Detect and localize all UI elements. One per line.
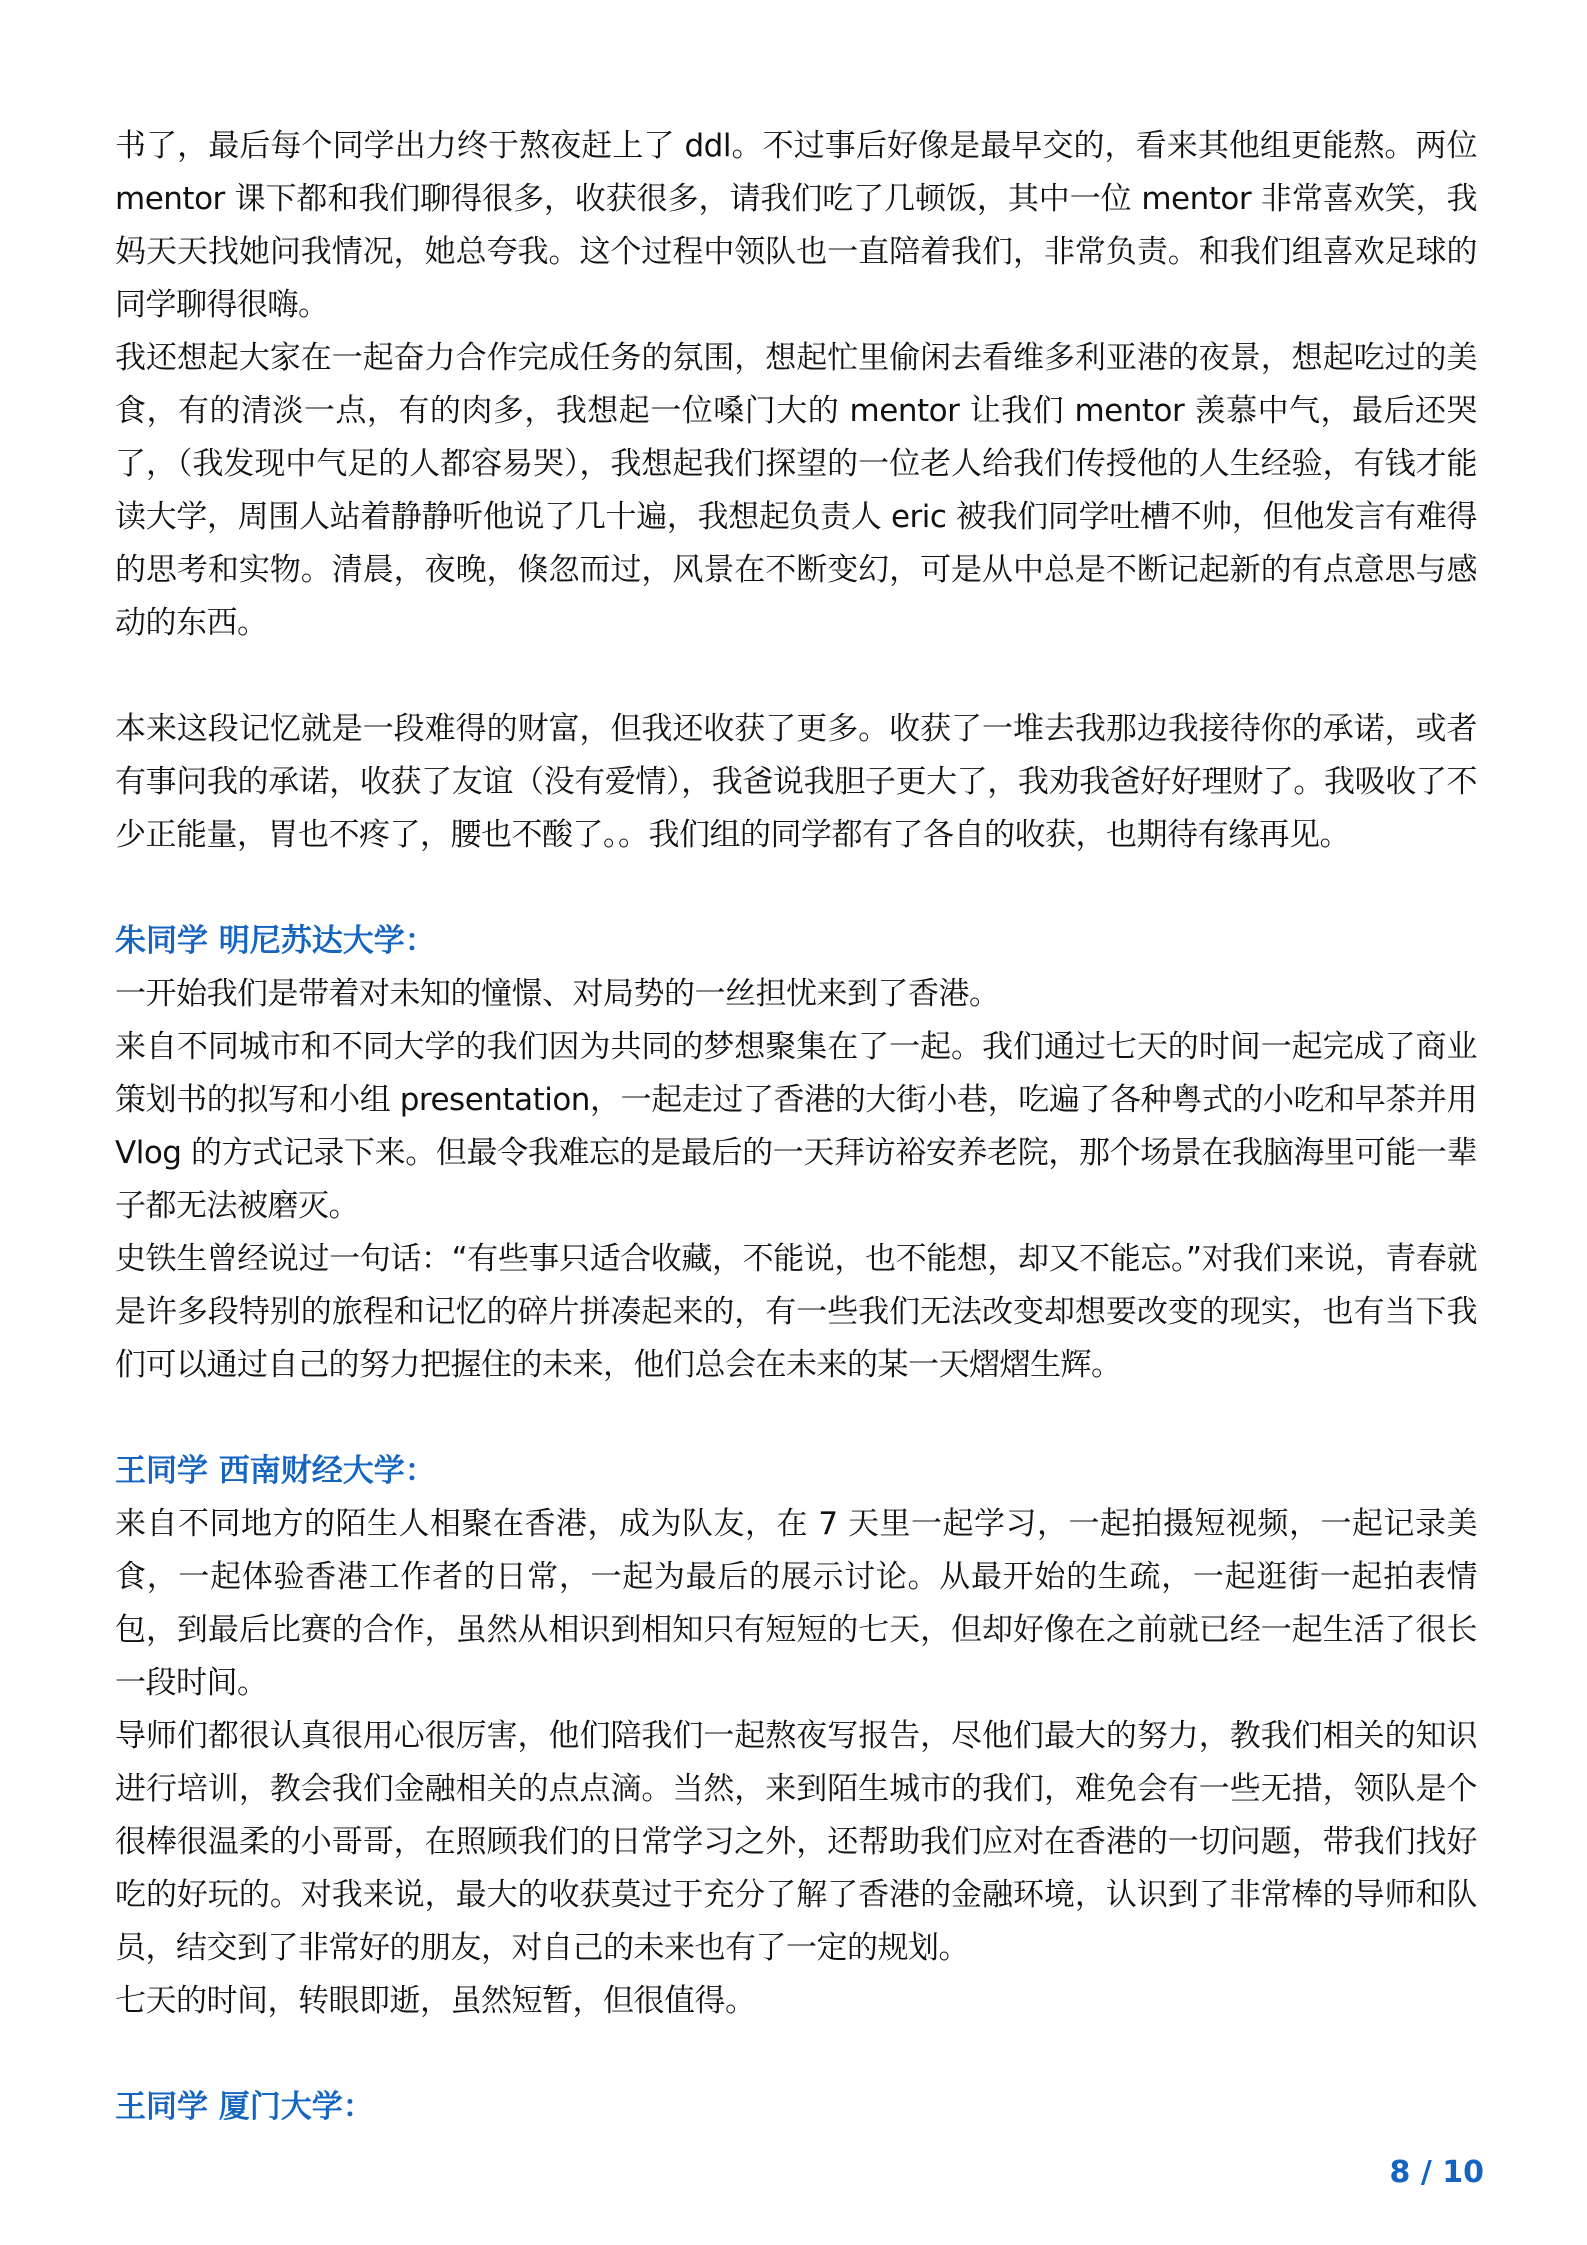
intro-paragraph-1: 书了，最后每个同学出力终于熬夜赶上了 ddl。不过事后好像是最早交的，看来其他组更能熬。两位 mentor 课下都和我们聊得很多，收获很多，请我们吃了几顿饭，其中一位 mentor 非常喜欢笑，我妈天天找她问我情况，她总夸我。这个过程中领队也一直陪着我们，非常负责。和我们组喜欢足球的同学聊得很嗨。	[115, 128, 1477, 323]
wang-swufe-paragraph-2: 导师们都很认真很用心很厉害，他们陪我们一起熬夜写报告，尽他们最大的努力，教我们相关的知识进行培训，教会我们金融相关的点点滴。当然，来到陌生城市的我们，难免会有一些无措，领队是个很棒很温柔的小哥哥，在照顾我们的日常学习之外，还帮助我们应对在香港的一切问题，带我们找好吃的好玩的。对我来说，最大的收获莫过于充分了解了香港的金融环境，认识到了非常棒的导师和队员，结交到了非常好的朋友，对自己的未来也有了一定的规划。	[115, 1718, 1477, 1966]
section-heading-wang-xmu: 王同学 厦门大学：	[115, 2089, 374, 2125]
paragraph-spacer	[115, 2028, 1477, 2081]
document-page	[115, 120, 1477, 2134]
section-heading-zhu: 朱同学 明尼苏达大学：	[115, 923, 436, 959]
paragraph-spacer	[115, 650, 1477, 703]
paragraph-spacer	[115, 862, 1477, 915]
paragraph-spacer	[115, 1392, 1477, 1445]
zhu-paragraph-2: 来自不同城市和不同大学的我们因为共同的梦想聚集在了一起。我们通过七天的时间一起完成了商业策划书的拟写和小组 presentation，一起走过了香港的大街小巷，吃遍了各种粤式的小吃和早茶并用 Vlog 的方式记录下来。但最令我难忘的是最后的一天拜访裕安养老院，那个场景在我脑海里可能一辈子都无法被磨灭。	[115, 1029, 1477, 1224]
zhu-paragraph-3: 史铁生曾经说过一句话：“有些事只适合收藏，不能说，也不能想，却又不能忘。”对我们来说，青春就是许多段特别的旅程和记忆的碎片拼凑起来的，有一些我们无法改变却想要改变的现实，也有当下我们可以通过自己的努力把握住的未来，他们总会在未来的某一天熠熠生辉。	[115, 1241, 1477, 1383]
intro-paragraph-3: 本来这段记忆就是一段难得的财富，但我还收获了更多。收获了一堆去我那边我接待你的承诺，或者有事问我的承诺，收获了友谊（没有爱情），我爸说我胆子更大了，我劝我爸好好理财了。我吸收了不少正能量，胃也不疼了，腰也不酸了。。我们组的同学都有了各自的收获，也期待有缘再见。	[115, 711, 1477, 853]
wang-swufe-paragraph-3: 七天的时间，转眼即逝，虽然短暂，但很值得。	[115, 1983, 756, 2019]
intro-paragraph-2: 我还想起大家在一起奋力合作完成任务的氛围，想起忙里偷闲去看维多利亚港的夜景，想起吃过的美食，有的清淡一点，有的肉多，我想起一位嗓门大的 mentor 让我们 mentor 羡慕中气，最后还哭了，（我发现中气足的人都容易哭），我想起我们探望的一位老人给我们传授他的人生经验，有钱才能读大学，周围人站着静静听他说了几十遍，我想起负责人 eric 被我们同学吐槽不帅，但他发言有难得的思考和实物。清晨，夜晚，倏忽而过，风景在不断变幻，可是从中总是不断记起新的有点意思与感动的东西。	[115, 340, 1477, 641]
section-heading-wang-swufe: 王同学 西南财经大学：	[115, 1453, 436, 1489]
wang-swufe-paragraph-1: 来自不同地方的陌生人相聚在香港，成为队友，在 7 天里一起学习，一起拍摄短视频，一起记录美食，一起体验香港工作者的日常，一起为最后的展示讨论。从最开始的生疏，一起逛街一起拍表情包，到最后比赛的合作，虽然从相识到相知只有短短的七天，但却好像在之前就已经一起生活了很长一段时间。	[115, 1506, 1477, 1701]
zhu-paragraph-1: 一开始我们是带着对未知的憧憬、对局势的一丝担忧来到了香港。	[115, 976, 1000, 1012]
page-number: 8 / 10	[1389, 2155, 1484, 2190]
